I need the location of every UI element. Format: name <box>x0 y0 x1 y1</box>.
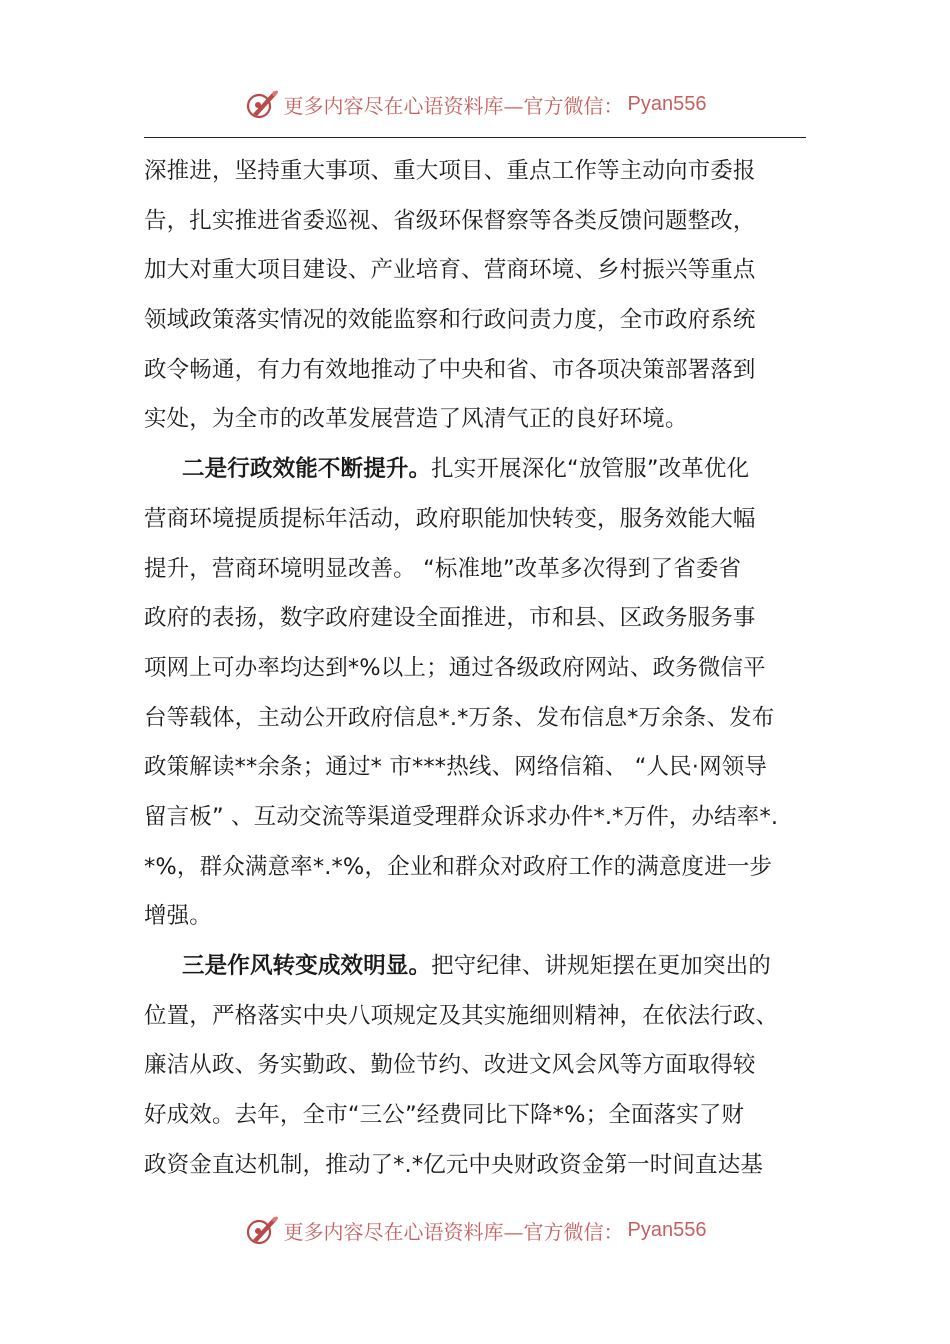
text-line: 廉洁从政、务实勤政、勤俭节约、改进文风会风等方面取得较 <box>144 1052 756 1079</box>
watermark-text: 更多内容尽在心语资料库—官方微信： <box>283 93 624 118</box>
text-line: 留言板” 、互动交流等渠道受理群众诉求办件*.*万件，办结率*. <box>144 803 779 830</box>
paragraph-3-first-line <box>144 942 812 992</box>
quill-logo-icon <box>244 1212 280 1248</box>
text-line: 领域政策落实情况的效能监察和行政问责力度，全市政府系统 <box>144 307 756 334</box>
text-line: 项网上可办率均达到*%以上；通过各级政府网站、政务微信平 <box>144 654 766 681</box>
header-watermark <box>0 82 950 126</box>
text-line: 政策解读**余条；通过* 市***热线、网络信箱、 “人民·网领导 <box>144 754 768 781</box>
paragraph-2-first-line <box>144 445 812 495</box>
watermark-text: 更多内容尽在心语资料库—官方微信： <box>283 1219 624 1244</box>
text-line: 政府的表扬，数字政府建设全面推进，市和县、区政务服务事 <box>144 605 756 632</box>
text-line: 增强。 <box>144 903 212 930</box>
footer-watermark <box>0 1208 950 1252</box>
text-line: 提升，营商环境明显改善。 “标准地”改革多次得到了省委省 <box>144 555 742 582</box>
watermark-brand: Pyan556 <box>627 92 707 115</box>
text-line: 好成效。去年，全市“三公”经费同比下降*%；全面落实了财 <box>144 1102 745 1129</box>
text-line: 政资金直达机制，推动了*.*亿元中央财政资金第一时间直达基 <box>144 1151 764 1178</box>
text-line: 实处，为全市的改革发展营造了风清气正的良好环境。 <box>144 406 688 433</box>
paragraph-2-heading: 二是行政效能不断提升。 <box>182 456 432 483</box>
paragraph-2-lead: 扎实开展深化“放管服”改革优化 <box>431 456 750 483</box>
text-line: 位置，严格落实中央八项规定及其实施细则精神，在依法行政、 <box>144 1002 779 1029</box>
text-line: 深推进，坚持重大事项、重大项目、重点工作等主动向市委报 <box>144 158 756 184</box>
document-body <box>144 147 812 1190</box>
watermark-brand: Pyan556 <box>627 1218 707 1241</box>
paragraph-3-heading: 三是作风转变成效明显。 <box>182 953 432 979</box>
text-line: 告，扎实推进省委巡视、省级环保督察等各类反馈问题整改， <box>144 207 756 234</box>
quill-logo-icon <box>244 86 280 122</box>
paragraph-3-lead: 把守纪律、讲规矩摆在更加突出的 <box>431 953 771 979</box>
header-divider <box>144 137 806 138</box>
text-line: 台等载体，主动公开政府信息*.*万条、发布信息*万余条、发布 <box>144 704 775 731</box>
text-line: 政令畅通，有力有效地推动了中央和省、市各项决策部署落到 <box>144 356 756 383</box>
text-line: *%，群众满意率*.*%，企业和群众对政府工作的满意度进一步 <box>144 853 773 880</box>
text-line: 加大对重大项目建设、产业培育、营商环境、乡村振兴等重点 <box>144 257 756 284</box>
text-line: 营商环境提质提标年活动，政府职能加快转变，服务效能大幅 <box>144 505 756 532</box>
